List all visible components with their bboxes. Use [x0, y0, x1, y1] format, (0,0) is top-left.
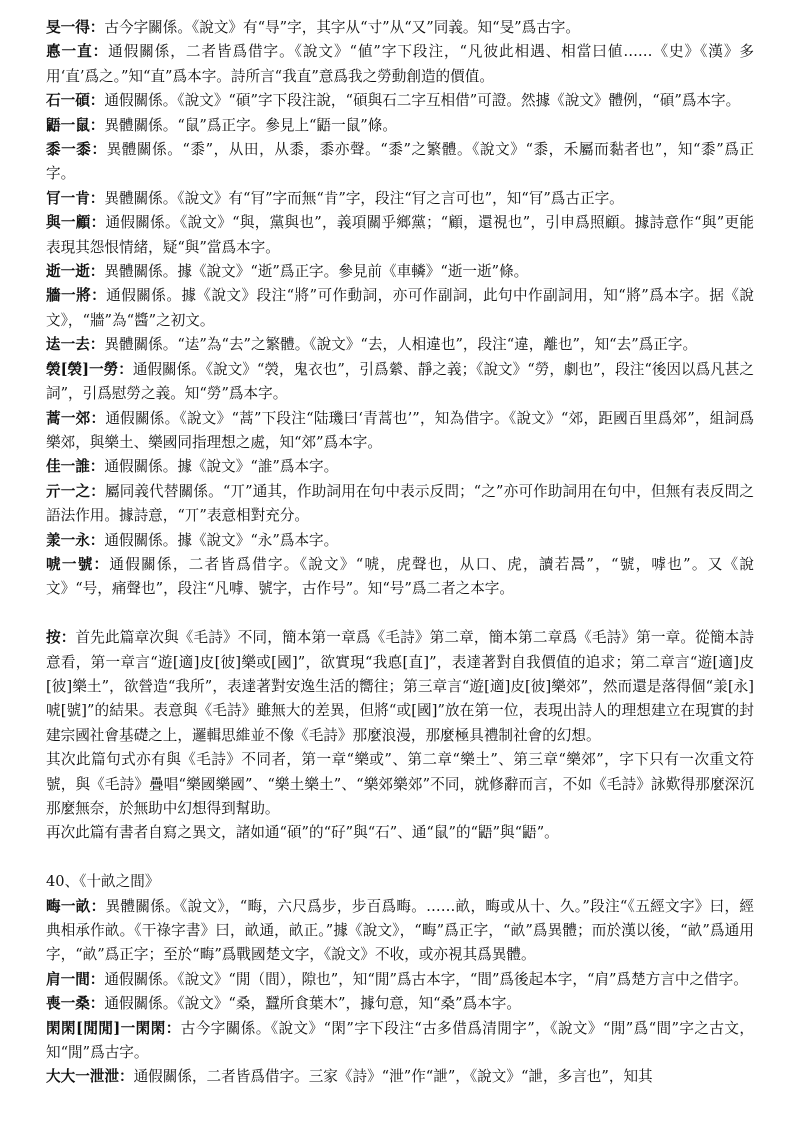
entry-list-top	[46, 16, 754, 602]
paragraph-gap	[46, 602, 754, 626]
entry-text: 通假關係。《說文》“蒿”下段注“陆璣曰‘青蒿也’”，知為借字。《說文》“郊，距國百里爲郊”，組詞爲樂郊，與樂土、樂國同指理想之處，知“郊”爲本字。	[46, 409, 754, 451]
commentary-text: 其次此篇句式亦有與《毛詩》不同者，第一章“樂或”、第二章“樂土”、第三章“樂郊”，字下只有一次重文符號，與《毛詩》疊唱“樂國樂國”、“樂土樂土”、“樂郊樂郊”不同，就修辭而言，不如《毛詩》詠歎得那麼深沉那麼無奈，於無助中幻想得到幫助。	[46, 751, 754, 817]
entry-term: 褮[褮]一勞：	[46, 360, 133, 378]
entry-term: 牆一將：	[46, 287, 107, 305]
section-title: 40、《十畝之間》	[46, 873, 160, 891]
entry-text: 通假關係。據《說文》“誰”爲本字。	[104, 458, 339, 476]
entry-term: 悳一直：	[46, 43, 109, 61]
entry	[46, 260, 754, 284]
entry-term: 亓一之：	[46, 482, 105, 500]
entry-term: 黍一黍：	[46, 141, 107, 159]
entry	[46, 40, 754, 89]
entry-term: 畮一畝：	[46, 897, 106, 915]
entry	[46, 333, 754, 357]
entry-text: 異體關係。“迲”為“去”之繁體。《說文》“去，人相違也”，段注“違，離也”，知“去”爲正字。	[104, 336, 698, 354]
entry-term: 蒿一郊：	[46, 409, 106, 427]
entry-term: 石一碩：	[46, 92, 105, 110]
entry-text: 異體關係。《說文》，“畮，六尺爲步，步百爲畮。……畝，畮或从十、久。”段注“《五經文字》曰，經典相承作畝。《干祿字書》曰，畝通，畝正。”據《說文》，“畮”爲正字，“畝”爲異體；而於漢以後，“畝”爲通用字，“畝”爲正字；至於“畮”爲戰國楚文字，《說文》不收，或亦視其爲異體。	[46, 897, 754, 964]
entry-term: 與一顧：	[46, 214, 106, 232]
entry	[46, 895, 754, 968]
entry-text: 古今字關係。《說文》有“㝵”字，其字从“寸”从“又”同義。知“旻”爲古字。	[104, 19, 580, 36]
entry-text: 通假關係。據《說文》段注“將”可作動詞，亦可作副詞，此句中作副詞用，知“將”爲本字。据《說文》，“牆”為“醬”之初文。	[46, 287, 754, 329]
entry	[46, 89, 754, 113]
entry-term: 喪一桑：	[46, 995, 105, 1013]
commentary-paragraph	[46, 821, 754, 845]
entry-text: 通假關係，二者皆爲借字。《說文》“値”字下段注，“凡彼此相遇、相當曰値……《史》《漢》多用‘直’爲之。”知“直”爲本字。詩所言“我直”意爲我之勞動創造的價值。	[46, 43, 754, 85]
entry	[46, 358, 754, 407]
entry	[46, 480, 754, 529]
entry-text: 通假關係。《說文》“褮，鬼衣也”，引爲縈、靜之義；《說文》“勞，劇也”，段注“後因以爲凡甚之詞”，引爲慰勞之義。知“勞”爲本字。	[46, 360, 754, 403]
paragraph-gap	[46, 846, 754, 870]
entry	[46, 407, 754, 456]
entry	[46, 553, 754, 602]
entry	[46, 1065, 754, 1089]
entry-text: 通假關係。《說文》“桑，蠶所食葉木”，據句意，知“桑”爲本字。	[104, 995, 521, 1013]
entry-term: 佳一誰：	[46, 458, 105, 476]
entry	[46, 1017, 754, 1066]
commentary-label: 按：	[46, 629, 76, 647]
commentary-text: 首先此篇章次與《毛詩》不同，簡本第一章爲《毛詩》第二章，簡本第二章爲《毛詩》第一章。從簡本詩意看，第一章言“遊[適]皮[彼]樂或[國]”，欲實現“我悳[直]”，表達著對自我價值的追求；第二章言“遊[適]皮[彼]樂土”，欲營造“我所”，表達著對安逸生活的嚮往；第三章言“遊[適]皮[彼]樂郊”，然而還是落得個“羕[永]唬[號]”的結果。表意與《毛詩》雖無大的差異，但將“或[國]”放在第一位，表現出詩人的理想建立在現實的封建宗國社會基礎之上，邏輯思維並不像《毛詩》那麼浪漫，那麼極具禮制社會的幻想。	[46, 629, 754, 744]
entry-text: 異體關係。據《說文》“逝”爲正字。參見前《車轔》“逝一逝”條。	[104, 263, 529, 281]
entry-term: 唬一號：	[46, 555, 110, 573]
entry	[46, 187, 754, 211]
entry	[46, 992, 754, 1016]
entry	[46, 455, 754, 479]
commentary	[46, 626, 754, 846]
entry-text: 異體關係。“鼠”爲正字。參見上“鼯一鼠”條。	[104, 116, 397, 134]
entry-text: 通假關係，二者皆爲借字。三家《詩》“泄”作“詍”，《說文》“詍，多言也”，知其	[133, 1068, 653, 1086]
entry-text: 通假關係。《說文》“與，黨與也”，義項關乎鄉黨；“顧，還視也”，引申爲照顧。據詩意作“與”更能表現其怨恨情緒，疑“與”當爲本字。	[46, 214, 754, 256]
entry-term: 羕一永：	[46, 531, 105, 549]
entry-text: 通假關係。《說文》“碩”字下段注說，“碩與石二字互相借”可證。然據《說文》體例，“碩”爲本字。	[104, 92, 741, 110]
entry-term: 大大一泄泄：	[46, 1068, 134, 1086]
entry	[46, 16, 754, 40]
commentary-paragraph	[46, 748, 754, 821]
entry-term: 肩一間：	[46, 970, 105, 988]
entry	[46, 284, 754, 333]
entry-term: 逝一逝：	[46, 263, 105, 281]
entry-term: 旻一得：	[46, 19, 105, 36]
entry-text: 通假關係。《說文》“閒（間），隙也”，知“閒”爲古本字，“間”爲後起本字，“肩”爲楚方言中之借字。	[104, 970, 748, 988]
entry	[46, 211, 754, 260]
entry-text: 屬同義代替關係。“丌”通其，作助詞用在句中表示反問；“之”亦可作助詞用在句中，但無有表反問之語法作用。據詩意，“丌”表意相對充分。	[46, 482, 754, 525]
entry-text: 古今字關係。《說文》“閑”字下段注“古多借爲清閒字”，《說文》“閒”爲“間”字之古文，知“閒”爲古字。	[46, 1019, 755, 1062]
entry-text: 異體關係。《說文》有“肎”字而無“肯”字，段注“肎之言可也”，知“肎”爲古正字。	[104, 189, 624, 207]
entry-text: 通假關係。據《說文》“永”爲本字。	[104, 531, 339, 549]
entry	[46, 529, 754, 553]
entry-list-bottom	[46, 895, 754, 1090]
commentary-text: 再次此篇有書者自寫之異文，諸如通“碩”的“矷”與“石”、通“鼠”的“鼯”與“鼯”。	[46, 824, 559, 842]
commentary-paragraph	[46, 626, 754, 748]
entry	[46, 114, 754, 138]
entry	[46, 968, 754, 992]
entry-term: 迲一去：	[46, 336, 105, 354]
entry-term: 鼯一鼠：	[46, 116, 105, 134]
entry	[46, 138, 754, 187]
entry-text: 異體關係。“黍”，从田，从黍，黍亦聲。“黍”之繁體。《說文》“黍，禾屬而黏者也”，知“黍”爲正字。	[46, 141, 754, 183]
entry-term: 閑閑[閒閒]一閑閑：	[46, 1019, 181, 1037]
entry-term: 肎一肯：	[46, 189, 105, 207]
entry-text: 通假關係，二者皆爲借字。《說文》“唬，虎聲也，从口、虎，讀若暠”，“號，嘑也”。又《說文》“号，痛聲也”，段注“凡嘑、號字，古作号”。知“号”爲二者之本字。	[46, 555, 754, 598]
